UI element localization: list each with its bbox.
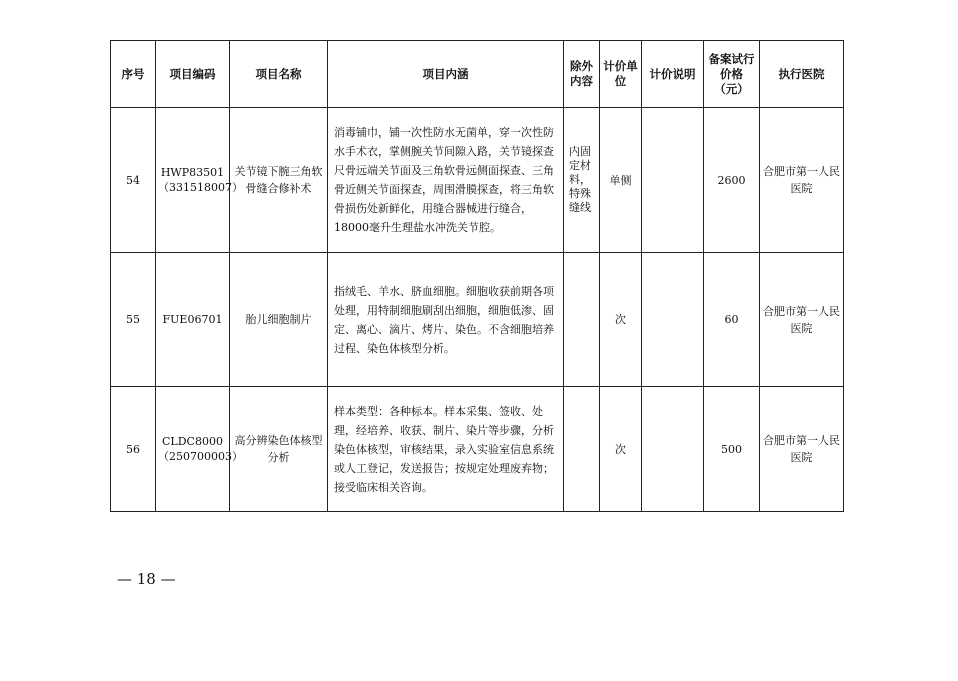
cell-seq: 55 [111,253,156,387]
header-seq: 序号 [111,41,156,108]
cell-seq: 54 [111,108,156,253]
cell-note [642,108,704,253]
cell-content: 指绒毛、羊水、脐血细胞。细胞收获前期各项处理，用特制细胞刷刮出细胞，细胞低渗、固定、离心、滴片、烤片、染色。不含细胞培养过程、染色体核型分析。 [328,253,564,387]
cell-exclude: 内固定材料，特殊缝线 [564,108,600,253]
cell-price: 2600 [704,108,760,253]
cell-name: 关节镜下腕三角软骨缝合修补术 [230,108,328,253]
cell-code: CLDC8000（250700003） [156,387,230,512]
cell-unit: 次 [600,387,642,512]
table-row [111,387,844,512]
cell-unit: 单侧 [600,108,642,253]
cell-note [642,387,704,512]
cell-unit: 次 [600,253,642,387]
cell-exclude [564,387,600,512]
cell-price: 60 [704,253,760,387]
cell-hospital: 合肥市第一人民医院 [760,253,844,387]
header-name: 项目名称 [230,41,328,108]
header-exclude: 除外内容 [564,41,600,108]
cell-price: 500 [704,387,760,512]
cell-code: FUE06701 [156,253,230,387]
table-row [111,108,844,253]
header-unit: 计价单位 [600,41,642,108]
cell-content: 消毒铺巾，铺一次性防水无菌单，穿一次性防水手术衣，掌侧腕关节间隙入路，关节镜探查尺骨远端关节面及三角软骨远侧面探查、三角骨近侧关节面探查，周围滑膜探查，将三角软骨损伤处新鲜化，用缝合器械进行缝合，18000毫升生理盐水冲洗关节腔。 [328,108,564,253]
header-price: 备案试行价格（元） [704,41,760,108]
table-row [111,253,844,387]
header-code: 项目编码 [156,41,230,108]
page-number: — 18 — [117,570,176,588]
cell-name: 高分辨染色体核型分析 [230,387,328,512]
header-content: 项目内涵 [328,41,564,108]
cell-seq: 56 [111,387,156,512]
cell-code: HWP83501（331518007） [156,108,230,253]
header-hospital: 执行医院 [760,41,844,108]
cell-exclude [564,253,600,387]
price-table [110,40,844,512]
table-header-row [111,41,844,108]
cell-hospital: 合肥市第一人民医院 [760,387,844,512]
cell-note [642,253,704,387]
cell-name: 胎儿细胞制片 [230,253,328,387]
header-note: 计价说明 [642,41,704,108]
cell-content: 样本类型：各种标本。样本采集、签收、处理，经培养、收获、制片、染片等步骤，分析染色体核型，审核结果，录入实验室信息系统或人工登记，发送报告；按规定处理废弃物；接受临床相关咨询。 [328,387,564,512]
cell-hospital: 合肥市第一人民医院 [760,108,844,253]
